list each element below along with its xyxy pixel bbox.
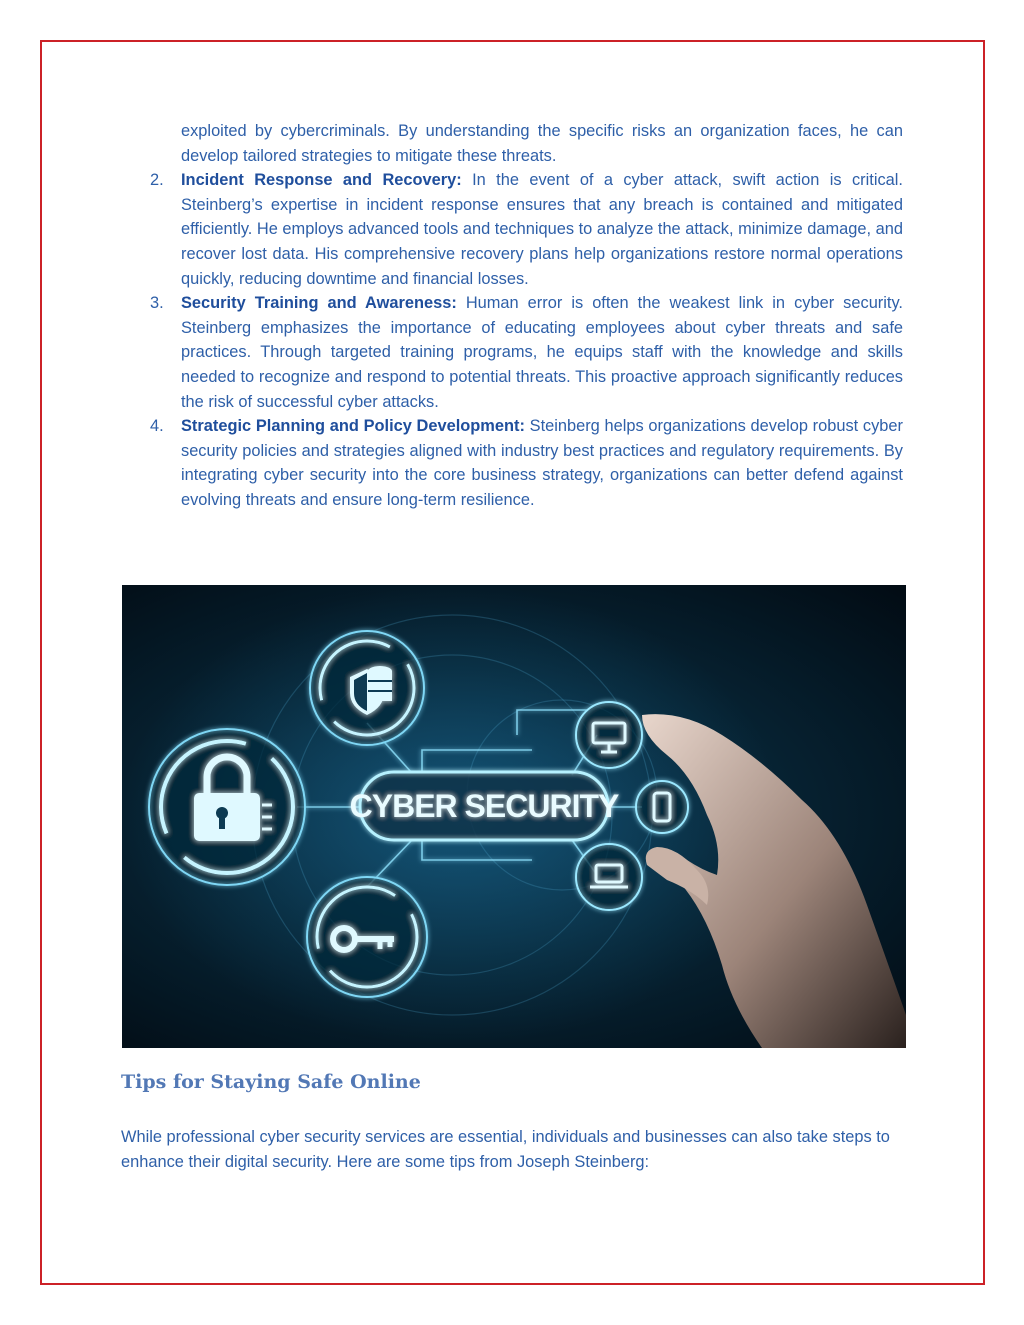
section-heading: Tips for Staying Safe Online — [121, 1071, 421, 1093]
list-item-security-training — [121, 291, 903, 414]
list-item-title: Incident Response and Recovery: — [181, 171, 462, 190]
list-item-title: Strategic Planning and Policy Development: — [181, 417, 525, 436]
list-item-title: Security Training and Awareness: — [181, 294, 457, 313]
laptop-icon — [576, 844, 642, 910]
list-item-text: In the event of a cyber attack, swift action is critical. Steinberg’s expertise in incident response ensures that any breach is contained and mitigated efficiently. He employs advanced tools and techniques to analyze the attack, minimize damage, and recover lost data. His comprehensive recovery plans help organizations restore normal operations quickly, reducing downtime and financial losses. — [181, 171, 903, 288]
monitor-icon — [576, 702, 642, 768]
list-item-number: 4. — [150, 417, 164, 436]
services-list — [121, 119, 903, 513]
list-item-strategic-planning — [121, 414, 903, 512]
list-item-continuation: exploited by cybercriminals. By understanding the specific risks an organization faces, he can develop tailored strategies to mitigate these threats. — [181, 122, 903, 165]
lock-icon — [149, 729, 305, 885]
list-item-text: Steinberg helps organizations develop robust cyber security policies and strategies aligned with industry best practices and regulatory requirements. By integrating cyber security into the core business strategy, organizations can better defend against evolving threats and ensure long-term resilience. — [181, 417, 903, 509]
section-paragraph: While professional cyber security services are essential, individuals and businesses can also take steps to enhance their digital security. Here are some tips from Joseph Steinberg: — [121, 1128, 890, 1171]
key-icon — [307, 877, 427, 997]
list-item-incident-response — [121, 168, 903, 291]
list-item-text: Human error is often the weakest link in cyber security. Steinberg emphasizes the importance of educating employees about cyber threats and safe practices. Through targeted training programs, he equips staff with the knowledge and skills needed to recognize and respond to potential threats. This proactive approach significantly reduces the risk of successful cyber attacks. — [181, 294, 903, 411]
cyber-security-image — [122, 585, 906, 1048]
cyber-security-badge — [350, 772, 619, 840]
list-item-number: 3. — [150, 294, 164, 313]
cyber-security-label: CYBER SECURITY — [349, 788, 619, 824]
cyber-security-illustration — [122, 585, 906, 1048]
phone-icon — [636, 781, 688, 833]
list-item-number: 2. — [150, 171, 164, 190]
shield-database-icon — [310, 631, 424, 745]
hand-illustration — [642, 714, 906, 1048]
